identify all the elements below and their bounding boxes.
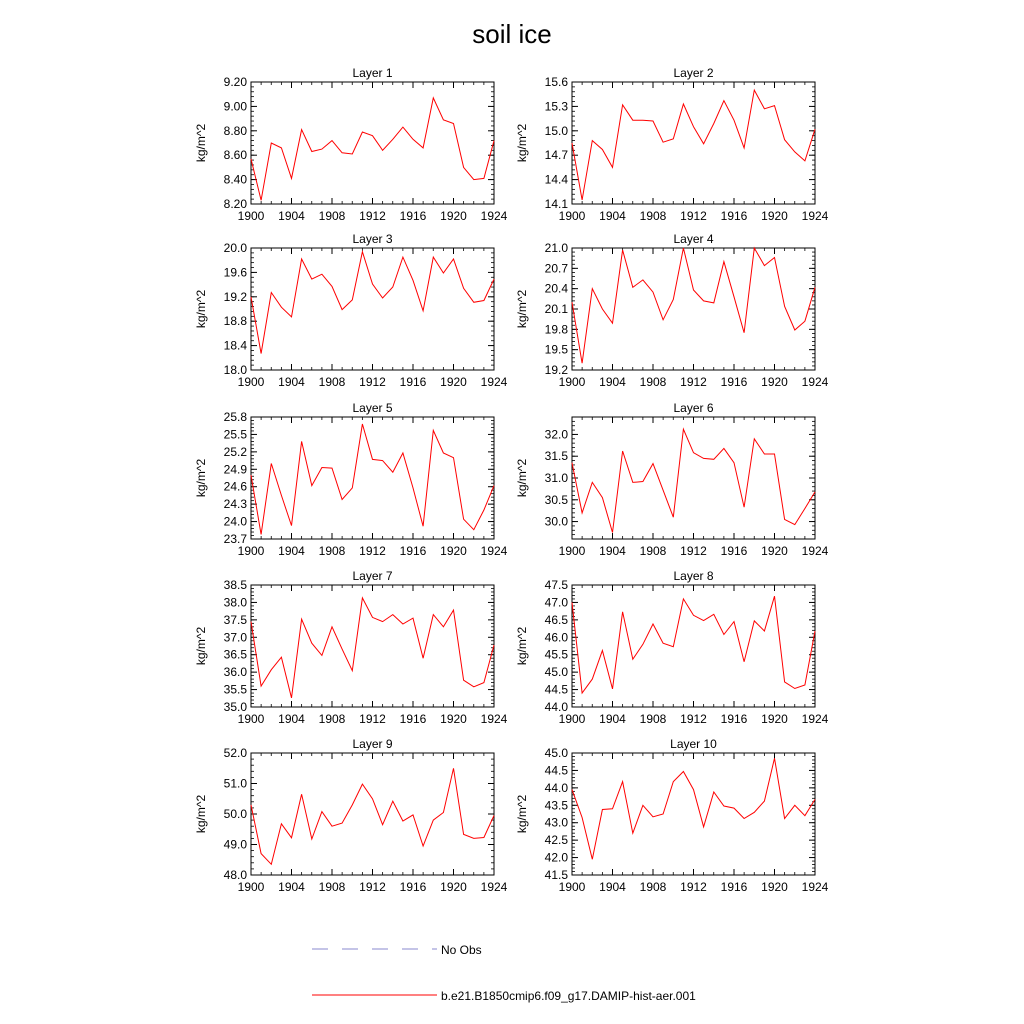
y-axis-label: kg/m^2 [194,289,208,329]
x-tick-label: 1908 [318,375,346,389]
x-tick-label: 1900 [237,209,265,223]
x-tick-label: 1924 [801,544,829,558]
panel-layer-1 [194,66,508,223]
plot-frame [251,248,494,370]
x-tick-label: 1916 [399,209,427,223]
y-tick-label: 24.3 [223,497,247,512]
x-tick-label: 1924 [801,375,829,389]
y-axis-label: kg/m^2 [194,794,208,834]
y-tick-label: 35.5 [223,682,247,697]
series-line-layer-7 [251,598,494,698]
y-tick-label: 19.2 [544,363,568,377]
x-tick-label: 1900 [558,712,586,726]
x-tick-label: 1916 [399,375,427,389]
y-tick-label: 45.5 [544,647,568,662]
y-tick-label: 14.7 [544,148,568,163]
series-line-layer-3 [251,252,494,354]
y-tick-label: 20.1 [544,302,568,316]
x-tick-label: 1900 [558,375,586,389]
x-tick-label: 1916 [720,209,748,223]
y-tick-label: 44.5 [544,763,568,778]
y-tick-label: 18.4 [223,338,247,353]
y-tick-label: 8.20 [223,197,247,211]
x-tick-label: 1924 [480,209,508,223]
x-tick-label: 1908 [639,375,667,389]
panel-layer-8 [515,569,829,726]
x-tick-label: 1908 [639,544,667,558]
panel-title: Layer 8 [673,569,714,583]
series-line-layer-8 [572,596,815,693]
y-tick-label: 19.6 [223,265,247,280]
y-tick-label: 31.0 [544,471,568,485]
plot-frame [251,417,494,539]
x-tick-label: 1912 [680,712,707,726]
panels [194,66,829,894]
y-tick-label: 23.7 [223,532,247,546]
x-tick-label: 1904 [278,209,305,223]
x-tick-label: 1920 [440,375,467,389]
panel-title: Layer 7 [352,569,393,583]
x-tick-label: 1908 [639,712,667,726]
y-tick-label: 15.3 [544,99,568,114]
legend-model-label: b.e21.B1850cmip6.f09_g17.DAMIP-hist-aer.001 [441,989,696,1003]
x-tick-label: 1924 [801,712,829,726]
series-line-layer-9 [251,768,494,864]
legend [312,943,696,1003]
y-tick-label: 44.0 [544,700,568,714]
y-tick-label: 42.0 [544,850,568,865]
series-line-layer-2 [572,90,815,200]
x-tick-label: 1904 [278,375,305,389]
x-tick-label: 1916 [399,880,427,894]
y-axis-label: kg/m^2 [515,626,529,666]
panel-layer-9 [194,737,508,894]
panel-title: Layer 9 [352,737,393,751]
y-tick-label: 43.0 [544,815,568,830]
panel-layer-6 [515,401,829,558]
y-tick-label: 15.0 [544,123,568,138]
y-tick-label: 37.0 [223,630,247,645]
x-tick-label: 1924 [801,209,829,223]
x-tick-label: 1920 [761,209,788,223]
y-tick-label: 46.0 [544,630,568,645]
plot-frame [251,753,494,875]
x-tick-label: 1912 [359,209,386,223]
plot-frame [572,753,815,875]
x-tick-label: 1920 [440,544,467,558]
x-tick-label: 1924 [480,544,508,558]
x-tick-label: 1912 [680,375,707,389]
x-tick-label: 1924 [480,712,508,726]
x-tick-label: 1908 [318,209,346,223]
x-tick-label: 1916 [399,712,427,726]
x-tick-label: 1904 [599,712,626,726]
x-tick-label: 1908 [639,880,667,894]
panel-layer-3 [194,232,508,389]
y-tick-label: 8.80 [223,123,247,138]
y-tick-label: 48.0 [223,868,247,882]
panel-layer-10 [515,737,829,894]
y-tick-label: 30.0 [544,514,568,529]
y-tick-label: 50.0 [223,807,247,821]
y-tick-label: 47.0 [544,595,568,610]
y-tick-label: 42.5 [544,833,568,848]
y-tick-label: 20.0 [223,241,247,255]
panel-layer-5 [194,401,508,558]
y-tick-label: 14.4 [544,172,568,187]
y-tick-label: 49.0 [223,837,247,852]
x-tick-label: 1920 [761,544,788,558]
y-tick-label: 46.5 [544,612,568,627]
y-axis-label: kg/m^2 [515,458,529,498]
x-tick-label: 1920 [761,375,788,389]
panel-layer-7 [194,569,508,726]
y-tick-label: 24.9 [223,462,247,477]
x-tick-label: 1916 [720,880,748,894]
y-axis-label: kg/m^2 [515,289,529,329]
y-axis-label: kg/m^2 [194,123,208,163]
x-tick-label: 1908 [318,712,346,726]
y-tick-label: 21.0 [544,241,568,255]
y-tick-label: 14.1 [544,197,568,211]
y-tick-label: 25.2 [223,444,247,459]
y-tick-label: 24.0 [223,514,247,529]
x-tick-label: 1908 [318,880,346,894]
x-tick-label: 1900 [237,375,265,389]
x-tick-label: 1912 [680,880,707,894]
x-tick-label: 1924 [480,375,508,389]
y-axis-label: kg/m^2 [194,458,208,498]
figure-title: soil ice [472,19,552,49]
x-tick-label: 1912 [359,880,386,894]
y-tick-label: 19.8 [544,322,568,337]
y-tick-label: 44.5 [544,682,568,697]
y-tick-label: 9.00 [223,99,247,114]
panel-title: Layer 4 [673,232,714,246]
x-tick-label: 1912 [680,544,707,558]
x-tick-label: 1920 [440,880,467,894]
x-tick-label: 1900 [558,880,586,894]
y-tick-label: 18.0 [223,363,247,377]
x-tick-label: 1912 [680,209,707,223]
x-tick-label: 1904 [278,880,305,894]
y-tick-label: 9.20 [223,75,247,89]
x-tick-label: 1920 [440,209,467,223]
x-tick-label: 1904 [278,544,305,558]
y-tick-label: 47.5 [544,578,568,592]
y-tick-label: 20.7 [544,261,568,276]
series-line-layer-6 [572,429,815,532]
x-tick-label: 1920 [440,712,467,726]
y-tick-label: 45.0 [544,746,568,760]
y-tick-label: 8.40 [223,172,247,187]
y-axis-label: kg/m^2 [515,794,529,834]
x-tick-label: 1904 [599,375,626,389]
x-tick-label: 1900 [237,880,265,894]
y-tick-label: 37.5 [223,612,247,627]
panel-layer-2 [515,66,829,223]
y-tick-label: 19.2 [223,289,247,304]
y-tick-label: 32.0 [544,427,568,442]
y-tick-label: 25.8 [223,410,247,424]
legend-obs-label: No Obs [441,943,482,957]
x-tick-label: 1912 [359,544,386,558]
series-line-layer-10 [572,758,815,859]
panel-title: Layer 3 [352,232,393,246]
y-tick-label: 36.5 [223,647,247,662]
panel-layer-4 [515,232,829,389]
y-tick-label: 8.60 [223,148,247,163]
x-tick-label: 1920 [761,712,788,726]
y-tick-label: 41.5 [544,868,568,882]
y-tick-label: 19.5 [544,342,568,357]
y-tick-label: 52.0 [223,746,247,760]
panel-title: Layer 5 [352,401,393,415]
panel-title: Layer 10 [670,737,717,751]
series-line-layer-1 [251,98,494,200]
y-tick-label: 44.0 [544,780,568,795]
panel-title: Layer 6 [673,401,714,415]
x-tick-label: 1904 [599,544,626,558]
x-tick-label: 1900 [237,712,265,726]
panel-title: Layer 2 [673,66,714,80]
x-tick-label: 1900 [237,544,265,558]
series-line-layer-5 [251,424,494,534]
plot-frame [572,585,815,707]
y-tick-label: 20.4 [544,281,568,296]
y-axis-label: kg/m^2 [515,123,529,163]
y-axis-label: kg/m^2 [194,626,208,666]
y-tick-label: 51.0 [223,776,247,791]
plot-frame [251,585,494,707]
y-tick-label: 38.0 [223,595,247,610]
y-tick-label: 35.0 [223,700,247,714]
x-tick-label: 1904 [599,209,626,223]
y-tick-label: 36.0 [223,665,247,680]
x-tick-label: 1904 [599,880,626,894]
y-tick-label: 31.5 [544,449,568,464]
panel-title: Layer 1 [352,66,393,80]
y-tick-label: 24.6 [223,479,247,494]
x-tick-label: 1920 [761,880,788,894]
x-tick-label: 1916 [720,375,748,389]
y-tick-label: 43.5 [544,798,568,813]
y-tick-label: 25.5 [223,427,247,442]
plot-frame [572,248,815,370]
y-tick-label: 45.0 [544,665,568,680]
x-tick-label: 1916 [720,712,748,726]
x-tick-label: 1924 [480,880,508,894]
x-tick-label: 1900 [558,209,586,223]
x-tick-label: 1908 [318,544,346,558]
x-tick-label: 1916 [399,544,427,558]
y-tick-label: 15.6 [544,75,568,89]
x-tick-label: 1916 [720,544,748,558]
y-tick-label: 38.5 [223,578,247,592]
y-tick-label: 18.8 [223,314,247,329]
x-tick-label: 1924 [801,880,829,894]
y-tick-label: 30.5 [544,492,568,507]
series-line-layer-4 [572,248,815,363]
x-tick-label: 1912 [359,375,386,389]
x-tick-label: 1904 [278,712,305,726]
x-tick-label: 1900 [558,544,586,558]
plot-frame [572,82,815,204]
x-tick-label: 1912 [359,712,386,726]
x-tick-label: 1908 [639,209,667,223]
